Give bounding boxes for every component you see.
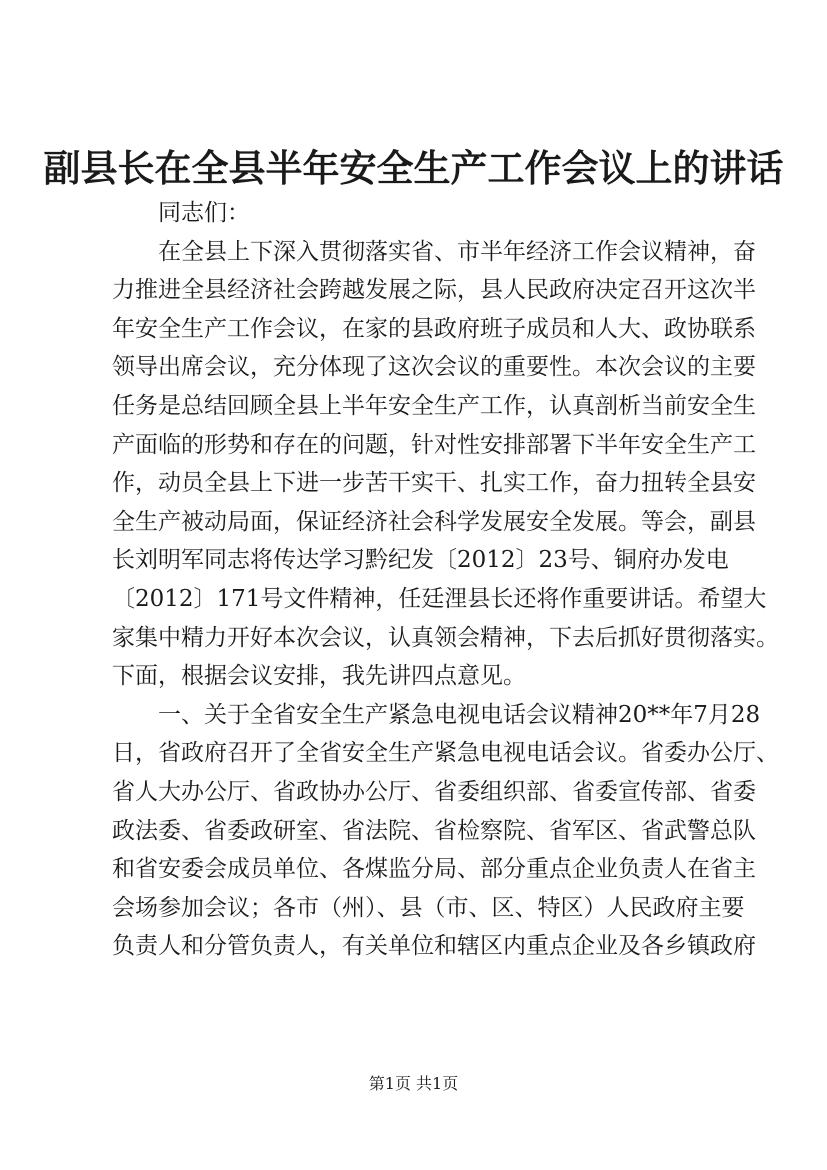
paragraph-line: 负责人和分管负责人，有关单位和辖区内重点企业及各乡镇政府 [112, 933, 756, 960]
paragraph-line: 产面临的形势和存在的问题，针对性安排部署下半年安全生产工 [112, 431, 756, 458]
paragraph-line: 在全县上下深入贯彻落实省、市半年经济工作会议精神，奋 [158, 238, 756, 265]
paragraph-line: 年安全生产工作会议，在家的县政府班子成员和人大、政协联系 [112, 315, 756, 342]
document-body [112, 194, 779, 966]
section-heading-line: 一、关于全省安全生产紧急电视电话会议精神20**年7月28 [158, 701, 761, 728]
salutation-line: 同志们： [158, 200, 250, 226]
paragraph-line: 会场参加会议；各市（州）、县（市、区、特区）人民政府主要 [112, 894, 745, 921]
paragraph-line: 作，动员全县上下进一步苦干实干、扎实工作，奋力扭转全县安 [112, 470, 756, 497]
paragraph-line: 领导出席会议，充分体现了这次会议的重要性。本次会议的主要 [112, 354, 756, 381]
paragraph-line: 〔2012〕171号文件精神，任廷浬县长还将作重要讲话。希望大 [112, 585, 767, 612]
paragraph-line: 力推进全县经济社会跨越发展之际，县人民政府决定召开这次半 [112, 277, 756, 304]
paragraph-line: 全生产被动局面，保证经济社会科学发展安全发展。等会，副县 [112, 508, 756, 535]
paragraph-line: 任务是总结回顾全县上半年安全生产工作，认真剖析当前安全生 [112, 392, 756, 419]
paragraph-line: 和省安委会成员单位、各煤监分局、部分重点企业负责人在省主 [112, 856, 756, 883]
paragraph-line: 日，省政府召开了全省安全生产紧急电视电话会议。省委办公厅、 [112, 740, 779, 767]
page-footer: 第1页 共1页 [368, 1074, 459, 1093]
paragraph-line: 长刘明军同志将传达学习黔纪发〔2012〕23号、铜府办发电 [112, 547, 729, 574]
paragraph-line: 省人大办公厅、省政协办公厅、省委组织部、省委宣传部、省委 [112, 778, 756, 805]
paragraph-line: 下面，根据会议安排，我先讲四点意见。 [112, 663, 526, 690]
document-title: 副县长在全县半年安全生产工作会议上的讲话 [43, 146, 784, 190]
paragraph-line: 家集中精力开好本次会议，认真领会精神，下去后抓好贯彻落实。 [112, 624, 779, 651]
paragraph-line: 政法委、省委政研室、省法院、省检察院、省军区、省武警总队 [112, 817, 756, 844]
